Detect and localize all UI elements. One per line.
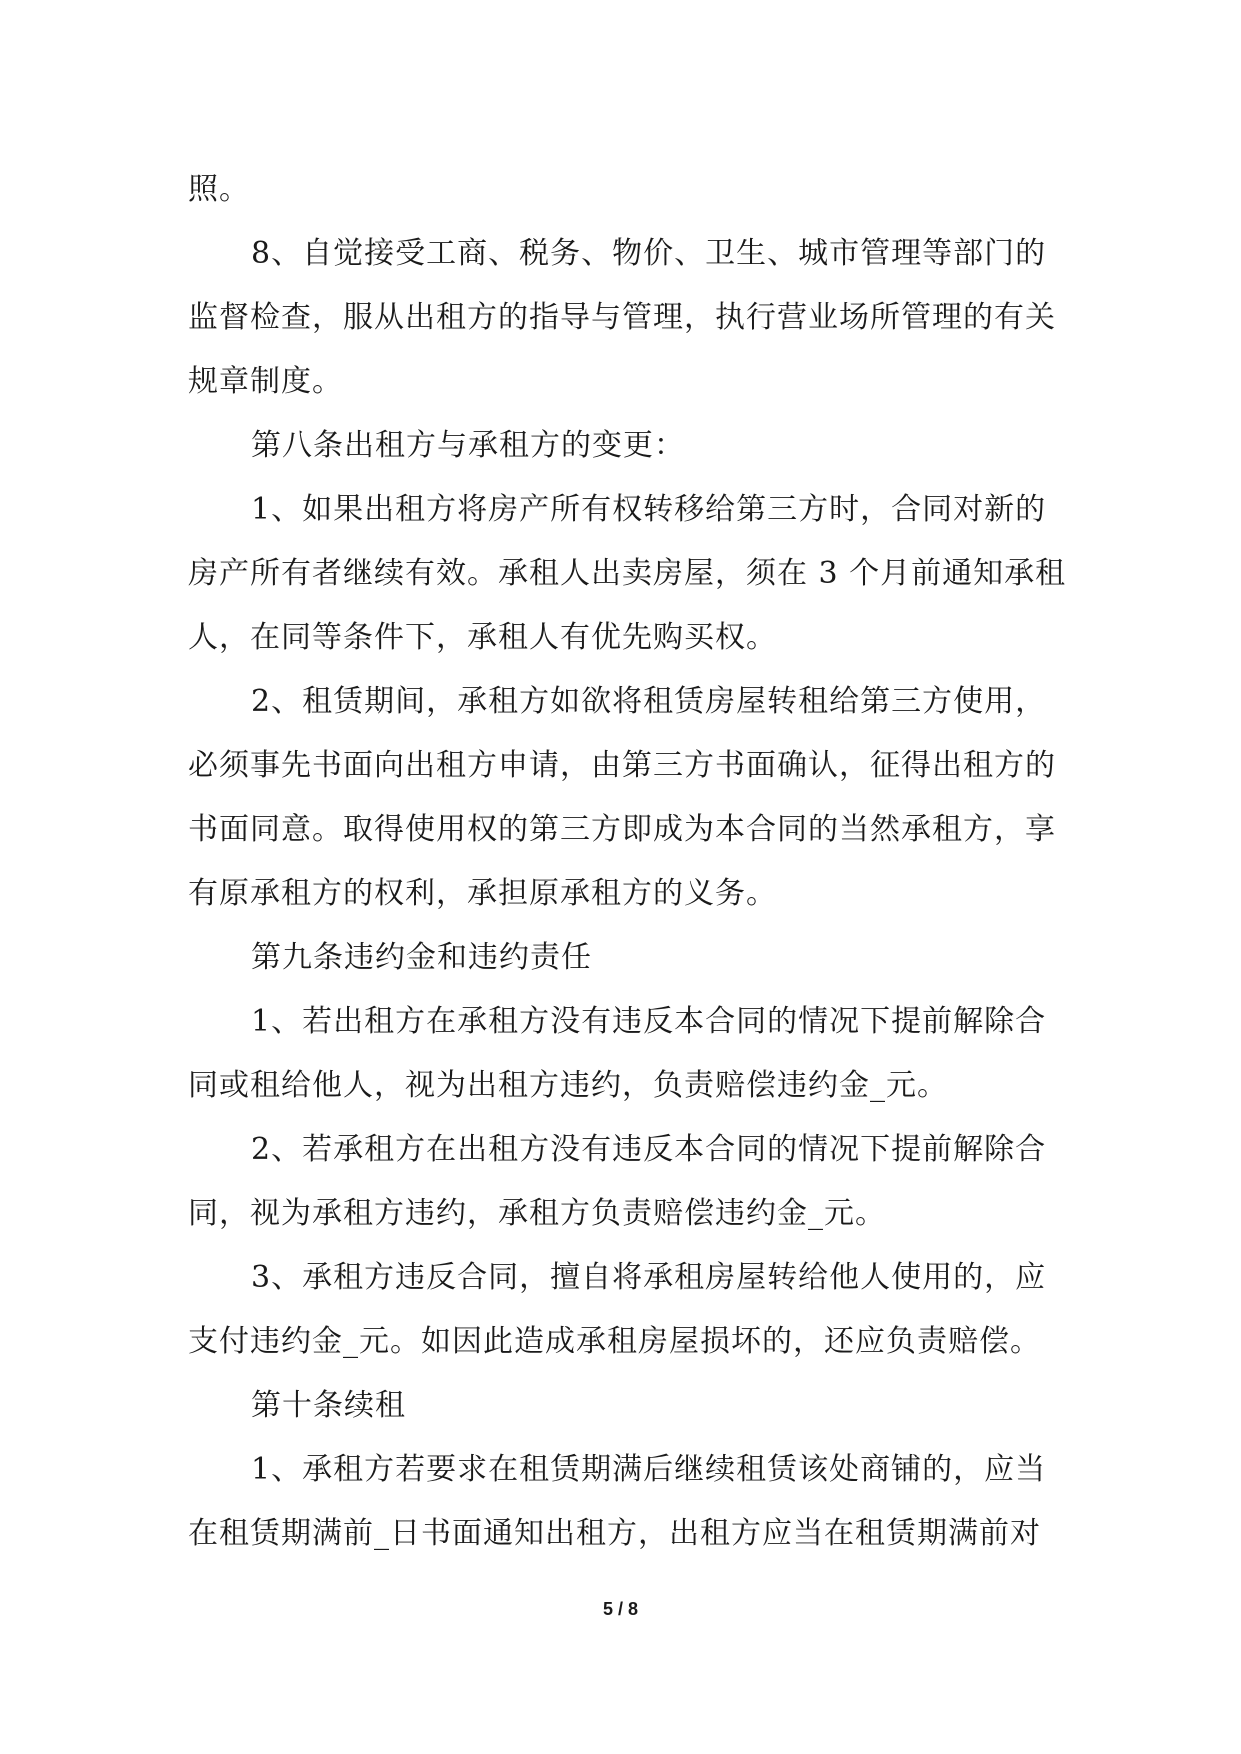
paragraph-line: 1、若出租方在承租方没有违反本合同的情况下提前解除合 [251, 1004, 1047, 1039]
paragraph-line: 2、租赁期间，承租方如欲将租赁房屋转租给第三方使用， [251, 684, 1047, 719]
paragraph-line: 同或租给他人，视为出租方违约，负责赔偿违约金_元。 [188, 1068, 948, 1103]
paragraph-line: 1、承租方若要求在租赁期满后继续租赁该处商铺的，应当 [251, 1452, 1047, 1487]
paragraph-line: 有原承租方的权利，承担原承租方的义务。 [188, 876, 777, 911]
section-heading-article-10: 第十条续租 [251, 1388, 406, 1423]
paragraph-line: 人，在同等条件下，承租人有优先购买权。 [188, 620, 777, 655]
paragraph-line: 3、承租方违反合同，擅自将承租房屋转给他人使用的，应 [251, 1260, 1047, 1295]
paragraph-line: 监督检查，服从出租方的指导与管理，执行营业场所管理的有关 [188, 300, 1056, 335]
paragraph-line: 同，视为承租方违约，承租方负责赔偿违约金_元。 [188, 1196, 886, 1231]
paragraph-line: 8、自觉接受工商、税务、物价、卫生、城市管理等部门的 [251, 236, 1047, 271]
paragraph-line: 必须事先书面向出租方申请，由第三方书面确认，征得出租方的 [188, 748, 1056, 783]
paragraph-line: 支付违约金_元。如因此造成承租房屋损坏的，还应负责赔偿。 [188, 1324, 1041, 1359]
section-heading-article-8: 第八条出租方与承租方的变更： [251, 428, 685, 463]
paragraph-line: 2、若承租方在出租方没有违反本合同的情况下提前解除合 [251, 1132, 1047, 1167]
document-body [188, 158, 1067, 1566]
paragraph-line: 书面同意。取得使用权的第三方即成为本合同的当然承租方，享 [188, 812, 1056, 847]
paragraph-line: 规章制度。 [188, 364, 343, 399]
paragraph-line: 在租赁期满前_日书面通知出租方，出租方应当在租赁期满前对 [188, 1516, 1041, 1551]
paragraph-line: 1、如果出租方将房产所有权转移给第三方时，合同对新的 [251, 492, 1047, 527]
page-number: 5 / 8 [602, 1599, 639, 1619]
paragraph-line: 房产所有者继续有效。承租人出卖房屋，须在 3 个月前通知承租 [188, 556, 1067, 591]
paragraph-line: 照。 [188, 172, 250, 207]
section-heading-article-9: 第九条违约金和违约责任 [251, 940, 592, 975]
